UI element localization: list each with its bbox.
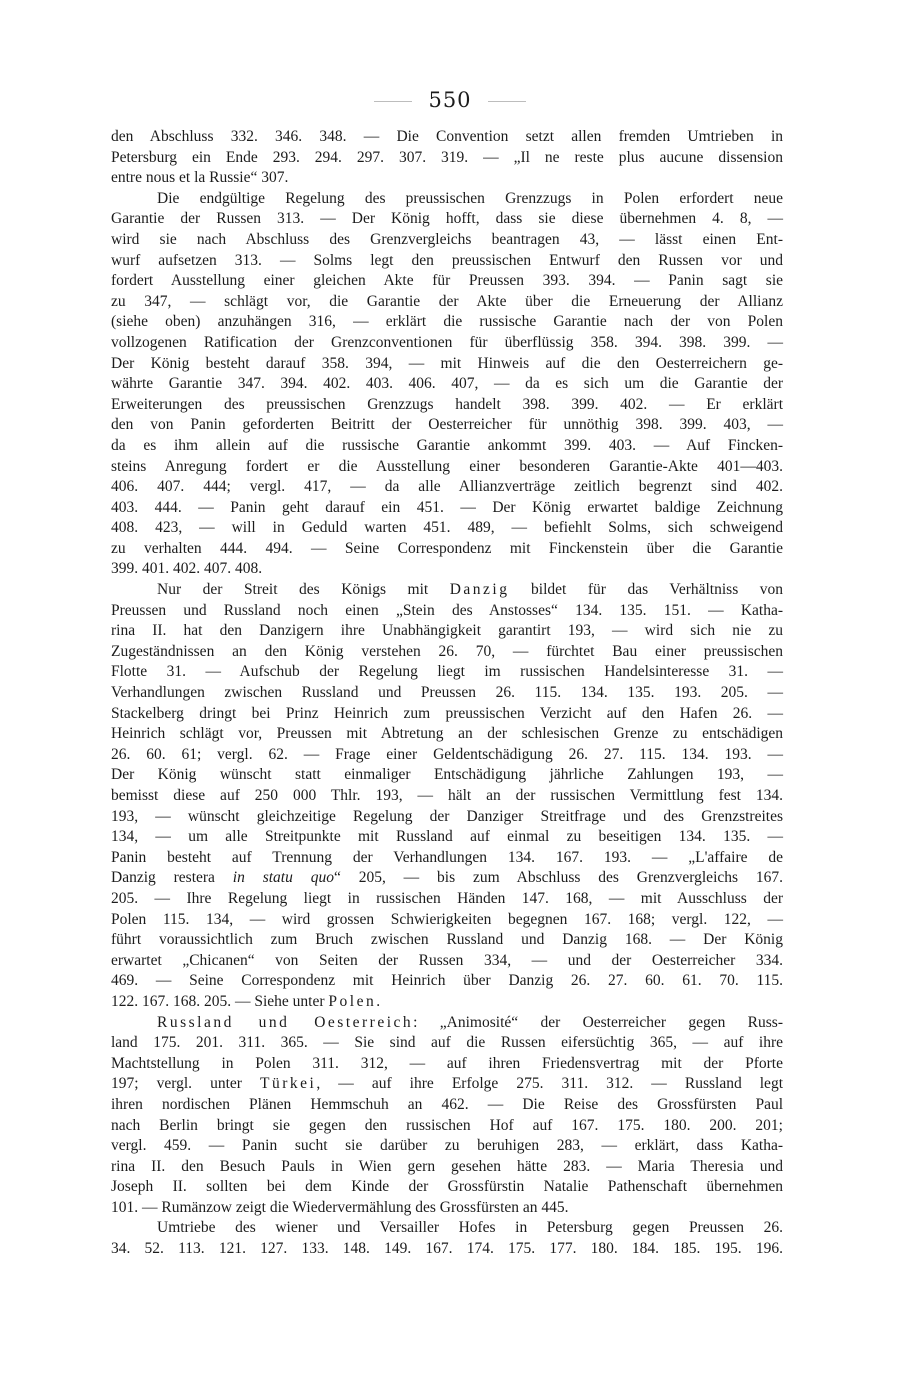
text-line: Garantie der Russen 313. — Der König hofft, dass sie diese übernehmen 4. 8, — xyxy=(111,210,783,228)
text-line: zu 347, — schlägt vor, die Garantie der Akte über die Erneuerung der Allianz xyxy=(111,292,783,310)
text-line: vollzogenen Ratification der Grenzconventionen für überflüssig 358. 394. 398. 399. — xyxy=(111,333,783,351)
text-line: Nur der Streit des Königs mit Danzig bildet für das Verhältniss von xyxy=(157,581,783,599)
header-rule-left xyxy=(374,101,412,102)
text-line: den Abschluss 332. 346. 348. — Die Convention setzt allen fremden Umtrieben in xyxy=(111,128,783,145)
italic-phrase: in statu quo xyxy=(232,869,334,887)
text-line: (siehe oben) anzuhängen 316, — erklärt die russische Garantie nach der von Polen xyxy=(111,313,783,331)
spaced-keyword: Türkei xyxy=(260,1075,317,1093)
text-line: Die endgültige Regelung des preussischen Grenzzugs in Polen erfordert neue xyxy=(157,189,783,207)
text-line: entre nous et la Russie“ 307. xyxy=(111,169,289,187)
text-line: nach Berlin bringt sie gegen den russischen Hof auf 167. 175. 180. 200. 201; xyxy=(111,1116,783,1134)
text-line: 134, — um alle Streitpunkte mit Russland auf einmal zu beseitigen 134. 135. — xyxy=(111,828,783,846)
text-line: zu verhalten 444. 494. — Seine Correspondenz mit Finckenstein über die Garantie xyxy=(111,539,783,557)
text-line: Der König besteht darauf 358. 394, — mit Hinweis auf die den Oesterreichern ge- xyxy=(111,354,783,372)
text-line: Verhandlungen zwischen Russland und Preussen 26. 115. 134. 135. 193. 205. — xyxy=(111,684,783,702)
text-line: 101. — Rumänzow zeigt die Wiedervermählung des Grossfürsten an 445. xyxy=(111,1198,569,1216)
header-rule-right xyxy=(488,101,526,102)
text-line: fordert Ausstellung einer gleichen Akte für Preussen 393. 394. — Panin sagt sie xyxy=(111,272,783,290)
text-line: 469. — Seine Correspondenz mit Heinrich über Danzig 26. 27. 60. 61. 70. 115. xyxy=(111,972,783,990)
page-number: 550 xyxy=(428,88,472,112)
text-line: Panin besteht auf Trennung der Verhandlungen 134. 167. 193. — „L'affaire de xyxy=(111,848,783,866)
spaced-keyword: Danzig xyxy=(449,581,510,599)
text-line: 408. 423, — will in Geduld warten 451. 489, — befiehlt Solms, sich schweigend xyxy=(111,519,783,537)
text-line: Danzig restera in statu quo“ 205, — bis zum Abschluss des Grenzvergleichs 167. xyxy=(111,869,784,887)
text-line: Polen 115. 134, — wird grossen Schwierigkeiten begegnen 167. 168; vergl. 122, — xyxy=(111,910,783,928)
text-line: Umtriebe des wiener und Versailler Hofes in Petersburg gegen Preussen 26. xyxy=(157,1219,783,1237)
text-line: 399. 401. 402. 407. 408. xyxy=(111,560,263,578)
text-line: wurf aufsetzen 313. — Solms legt den preussischen Entwurf den Russen vor und xyxy=(111,251,783,269)
text-line: 193, — wünscht gleichzeitige Regelung der Danziger Streitfrage und des Grenzstreites xyxy=(111,807,783,825)
text-line: 403. 444. — Panin geht darauf ein 451. — Der König erwartet baldige Zeichnung xyxy=(111,498,783,516)
text-line: bemisst diese auf 250 000 Thlr. 193, — hält an der russischen Vermittlung fest 134. xyxy=(111,787,783,804)
text-line: Machtstellung in Polen 311. 312, — auf ihren Friedensvertrag mit der Pforte xyxy=(111,1054,783,1072)
text-line: vergl. 459. — Panin sucht sie darüber zu beruhigen 283, — erklärt, dass Katha- xyxy=(111,1137,783,1155)
text-line: land 175. 201. 311. 365. — Sie sind auf die Russen eifersüchtig 365, — auf ihre xyxy=(111,1034,783,1052)
text-line: 122. 167. 168. 205. — Siehe unter Polen. xyxy=(111,992,381,1010)
text-line: Heinrich schlägt vor, Preussen mit Abtretung an der schlesischen Grenze zu entschädigen xyxy=(111,725,783,743)
text-line: 205. — Ihre Regelung liegt in russischen Händen 147. 168, — mit Ausschluss der xyxy=(111,889,783,907)
text-line: ihren nordischen Plänen Hemmschuh an 462. — Die Reise des Grossfürsten Paul xyxy=(111,1095,783,1113)
text-line: Petersburg ein Ende 293. 294. 297. 307. 319. — „Il ne reste plus aucune dissension xyxy=(111,148,783,166)
text-line: erwartet „Chicanen“ von Seiten der Russen 334, — und der Oesterreicher 334. xyxy=(111,951,783,969)
text-line: den von Panin geforderten Beitritt der Oesterreicher für unnöthig 398. 399. 403, — xyxy=(111,416,783,434)
text-line: Zugeständnissen an den König verstehen 26. 70, — fürchtet Bau einer preussischen xyxy=(111,642,783,660)
text-line: währte Garantie 347. 394. 402. 403. 406. 407, — da es sich um die Garantie der xyxy=(111,375,783,393)
text-line: Preussen und Russland noch einen „Stein des Anstosses“ 134. 135. 151. — Katha- xyxy=(111,601,783,619)
text-line: Flotte 31. — Aufschub der Regelung liegt im russischen Handelsinteresse 31. — xyxy=(111,663,783,681)
text-line: da es ihm allein auf die russische Garantie ankommt 399. 403. — Auf Fincken- xyxy=(111,436,783,454)
text-line: Joseph II. sollten bei dem Kinde der Grossfürstin Natalie Pathenschaft übernehmen xyxy=(111,1178,783,1196)
text-line: steins Anregung fordert er die Ausstellung einer besonderen Garantie-Akte 401—403. xyxy=(111,457,783,475)
text-line: wird sie nach Abschluss des Grenzvergleichs beantragen 43, — lässt einen Ent- xyxy=(111,230,783,248)
spaced-keyword: Polen xyxy=(328,992,377,1010)
text-line: rina II. den Besuch Pauls in Wien gern gesehen hätte 283. — Maria Theresia und xyxy=(111,1157,783,1175)
text-line: 197; vergl. unter Türkei, — auf ihre Erfolge 275. 311. 312. — Russland legt xyxy=(111,1075,783,1093)
text-line: 34. 52. 113. 121. 127. 133. 148. 149. 167. 174. 175. 177. 180. 184. 185. 195. 196. xyxy=(111,1240,783,1258)
spaced-keyword: Russland und Oesterreich xyxy=(157,1013,414,1031)
text-line: Stackelberg dringt bei Prinz Heinrich zum preussischen Verzicht auf den Hafen 26. — xyxy=(111,704,783,722)
text-line: rina II. hat den Danzigern ihre Unabhängigkeit garantirt 193, — wird sich nie zu xyxy=(111,622,783,640)
text-line: Der König wünscht statt einmaliger Entschädigung jährliche Zahlungen 193, — xyxy=(111,766,783,784)
text-line: 406. 407. 444; vergl. 417, — da alle Allianzverträge zeitlich begrenzt sind 402. xyxy=(111,478,783,496)
text-line: 26. 60. 61; vergl. 62. — Frage einer Geldentschädigung 26. 27. 115. 134. 193. — xyxy=(111,745,783,763)
index-text-body xyxy=(111,127,783,1260)
text-line: Russland und Oesterreich: „Animosité“ der Oesterreicher gegen Russ- xyxy=(157,1013,784,1031)
text-line: Erweiterungen des preussischen Grenzzugs handelt 398. 399. 402. — Er erklärt xyxy=(111,395,783,413)
page-header xyxy=(0,88,900,112)
text-line: führt voraussichtlich zum Bruch zwischen Russland und Danzig 168. — Der König xyxy=(111,931,783,949)
